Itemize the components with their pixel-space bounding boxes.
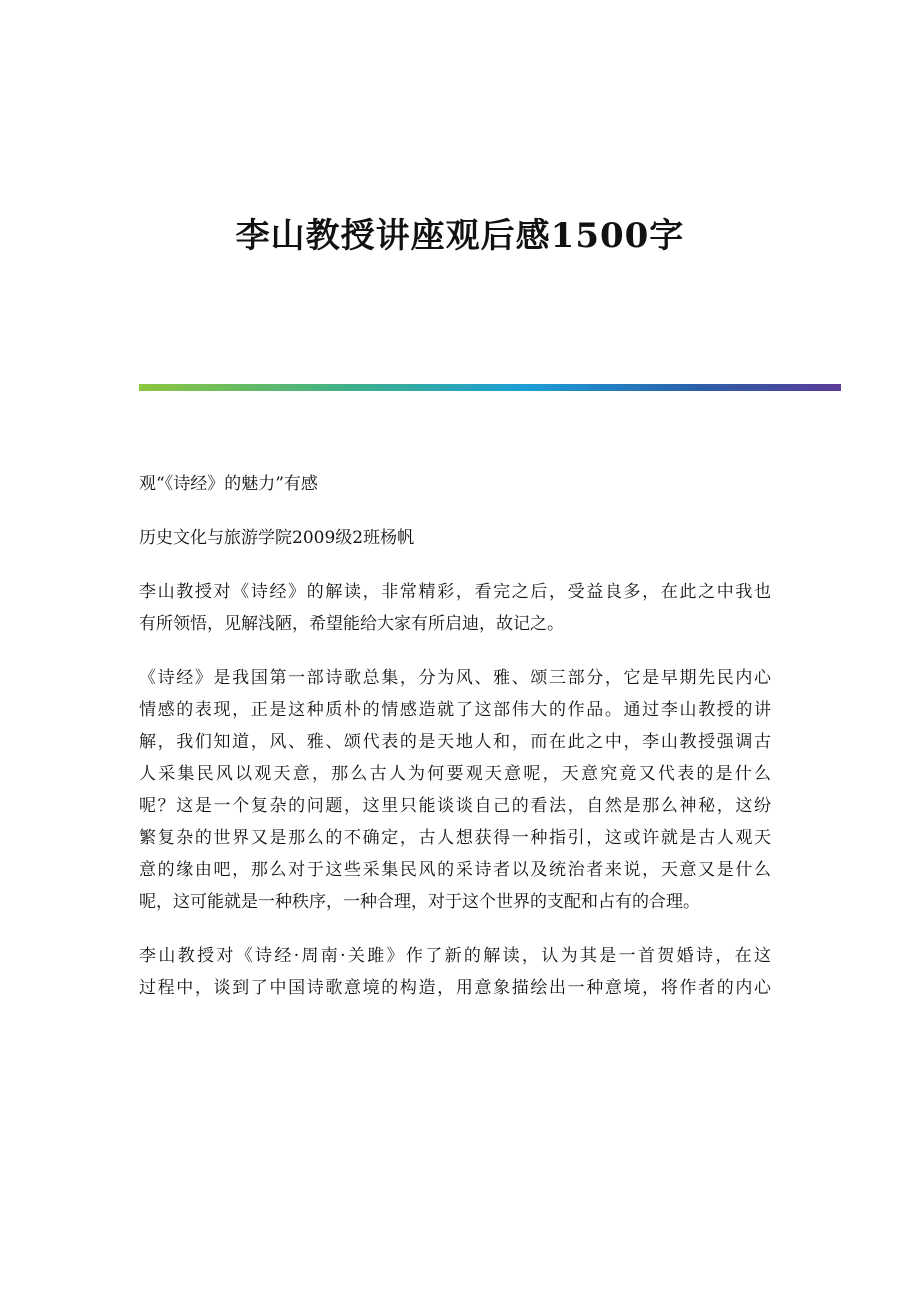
paragraph-line: 过程中，谈到了中国诗歌意境的构造，用意象描绘出一种意境，将作者的内心	[139, 978, 771, 998]
paragraph-line: 解，我们知道，风、雅、颂代表的是天地人和，而在此之中，李山教授强调古	[139, 732, 771, 752]
paragraph-line: 意的缘由吧，那么对于这些采集民风的采诗者以及统治者来说，天意又是什么	[139, 860, 771, 880]
author-line: 历史文化与旅游学院2009级2班杨帆	[139, 528, 415, 548]
paragraph-line: 李山教授对《诗经·周南·关雎》作了新的解读，认为其是一首贺婚诗，在这	[139, 946, 771, 966]
paragraph-line: 李山教授对《诗经》的解读，非常精彩，看完之后，受益良多，在此之中我也	[139, 582, 771, 602]
paragraph-line: 呢？这是一个复杂的问题，这里只能谈谈自己的看法，自然是那么神秘，这纷	[139, 796, 771, 816]
paragraph-line: 《诗经》是我国第一部诗歌总集，分为风、雅、颂三部分，它是早期先民内心	[139, 668, 771, 688]
paragraph-line: 有所领悟，见解浅陋，希望能给大家有所启迪，故记之。	[139, 614, 564, 634]
document-title: 李山教授讲座观后感1500字	[235, 216, 685, 256]
subtitle: 观“《诗经》的魅力”有感	[139, 474, 318, 494]
paragraph-line: 情感的表现，正是这种质朴的情感造就了这部伟大的作品。通过李山教授的讲	[139, 700, 771, 720]
paragraph-1	[139, 576, 771, 640]
title-divider	[139, 384, 841, 391]
paragraph-line: 呢，这可能就是一种秩序，一种合理，对于这个世界的支配和占有的合理。	[139, 892, 700, 912]
document-body	[139, 468, 771, 1004]
paragraph-line: 繁复杂的世界又是那么的不确定，古人想获得一种指引，这或许就是古人观天	[139, 828, 771, 848]
paragraph-2	[139, 662, 771, 918]
paragraph-3	[139, 940, 771, 1004]
paragraph-line: 人采集民风以观天意，那么古人为何要观天意呢，天意究竟又代表的是什么	[139, 764, 771, 784]
